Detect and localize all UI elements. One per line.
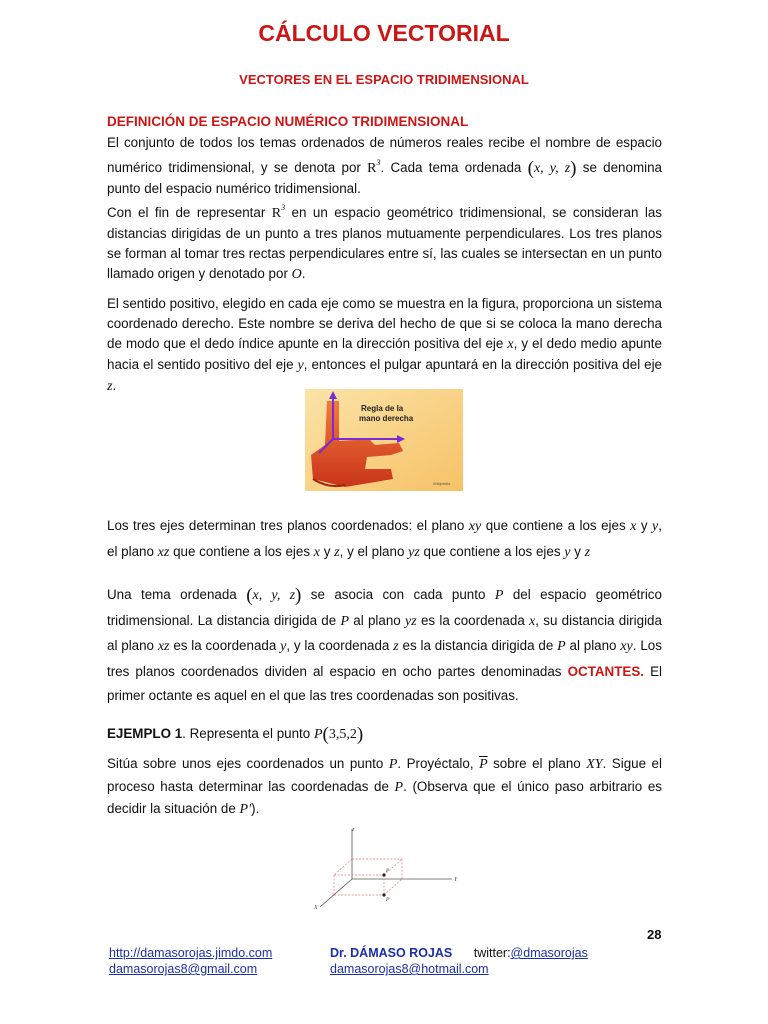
example-3d-diagram — [312, 823, 462, 915]
math-r3: $R^3$ — [367, 158, 381, 176]
hotmail-link[interactable]: damasorojas8@hotmail.com — [330, 962, 489, 976]
axis-z-label: z — [352, 827, 355, 833]
point-pprime-label: P' — [386, 898, 391, 903]
definition-paragraph: El conjunto de todos los temas ordenados de números reales recibe el nombre de espacio numérico tridimensional, y se denota por $R^3$. Cada tema ordenada (x, y, z) se denomina punto del espacio numérico tridimensional. — [107, 135, 662, 196]
hand-credit: Wikipedia — [433, 481, 451, 486]
section-title: DEFINICIÓN DE ESPACIO NUMÉRICO TRIDIMENSIONAL — [107, 114, 469, 129]
footer-right — [330, 945, 588, 977]
representation-paragraph: Con el fin de representar $R^3$ en un espacio geométrico tridimensional, se consideran las distancias dirigidas de un punto a tres planos mutuamente perpendiculares. Los tres planos se forman al tomar tres rectas perpendiculares entre sí, las cuales se intersectan en un punto llamado origen y denotado por O. — [107, 203, 662, 282]
author-name: Dr. DÁMASO ROJAS — [330, 946, 453, 960]
example-heading: EJEMPLO 1. Representa el punto P(3,5,2) — [107, 724, 364, 745]
page-subtitle: VECTORES EN EL ESPACIO TRIDIMENSIONAL — [239, 72, 529, 87]
axis-x-label: X — [314, 905, 318, 911]
point-p-label: P — [386, 869, 390, 874]
website-link[interactable]: http://damasorojas.jimdo.com — [109, 946, 273, 960]
association-paragraph: Una tema ordenada (x, y, z) se asocia con cada punto P del espacio geométrico tridimensional. La distancia dirigida de P al plano yz es la coordenada x, su distancia dirigida al plano xz es la coordenada y, y la coordenada z es la distancia dirigida de P al plano xy. Los tres planos coordenados dividen al espacio en ocho partes denominadas OCTANTES. El primer octante es aquel en el que las tres coordenadas son positivas. — [107, 585, 662, 703]
twitter-link[interactable]: @dmasorojas — [510, 946, 588, 960]
hand-caption-line2: mano derecha — [359, 414, 414, 423]
right-hand-rule-image — [305, 389, 463, 491]
page-number: 28 — [647, 927, 662, 942]
hand-caption-line1: Regla de la — [361, 404, 404, 413]
positive-sense-paragraph: El sentido positivo, elegido en cada eje como se muestra en la figura, proporciona un sistema coordenado derecho. Este nombre se deriva del hecho de que si se coloca la mano derecha de modo que el dedo índice apunte en la dirección positiva del eje x, y el dedo medio apunte hacia el sentido positivo del eje y, entonces el pulgar apuntará en la dirección positiva del eje z. — [107, 296, 663, 394]
example-paragraph: Sitúa sobre unos ejes coordenados un punto P. Proyéctalo, $\overline{P}$ sobre el plano XY. Sigue el proceso hasta determinar las coordenadas de P. (Observa que el único paso arbitrario es decidir la situación de P′). — [107, 756, 662, 817]
axis-y-label: Y — [454, 877, 458, 883]
point-pprime-mark — [382, 893, 385, 896]
page-title: CÁLCULO VECTORIAL — [258, 20, 510, 46]
twitter-label: twitter: — [473, 946, 511, 960]
octantes-term: OCTANTES. — [567, 663, 644, 679]
footer-left — [109, 945, 272, 977]
math-xyz: (x, y, z) — [527, 158, 577, 179]
math-r3-b: $R^3$ — [271, 203, 286, 221]
gmail-link[interactable]: damasorojas8@gmail.com — [109, 962, 258, 976]
planes-paragraph: Los tres ejes determinan tres planos coordenados: el plano xy que contiene a los ejes x y y, el plano xz que contiene a los ejes x y z, y el plano yz que contiene a los ejes y y z — [107, 518, 662, 560]
